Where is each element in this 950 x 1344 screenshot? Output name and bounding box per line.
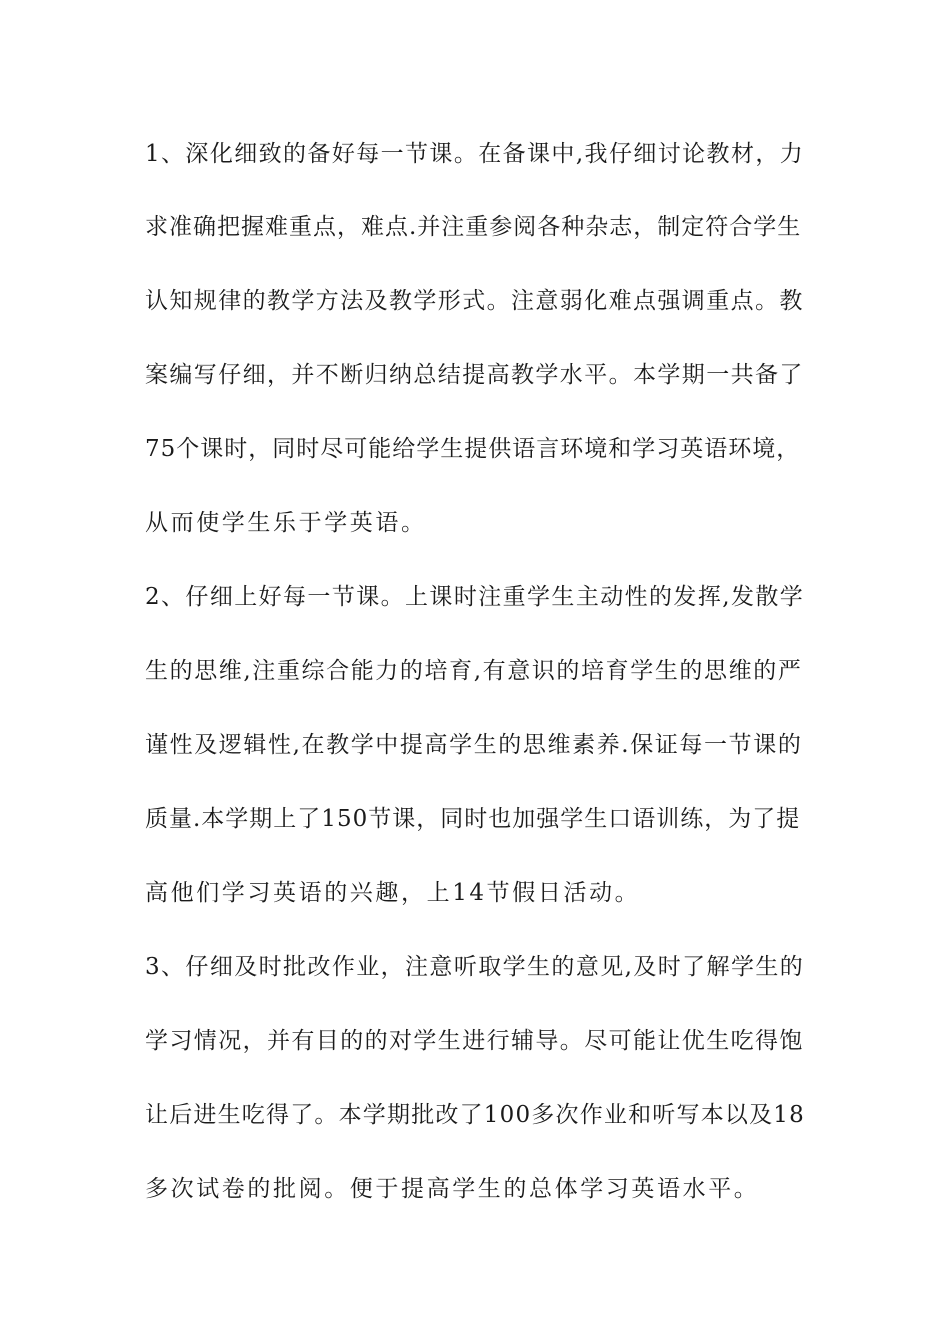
text-line-11: 高他们学习英语的兴趣，上14节假日活动。 bbox=[145, 880, 641, 906]
text-line-1: 1、深化细致的备好每一节课。在备课中,我仔细讨论教材，力 bbox=[145, 141, 805, 167]
text-line-5: 75个课时，同时尽可能给学生提供语言环境和学习英语环境， bbox=[145, 436, 801, 462]
text-line-4: 案编写仔细，并不断归纳总结提高教学水平。本学期一共备了 bbox=[145, 362, 804, 388]
text-line-6: 从而使学生乐于学英语。 bbox=[145, 510, 427, 536]
text-line-12: 3、仔细及时批改作业，注意听取学生的意见,及时了解学生的 bbox=[145, 954, 805, 980]
text-line-13: 学习情况，并有目的的对学生进行辅导。尽可能让优生吃得饱 bbox=[145, 1028, 804, 1054]
text-line-7: 2、仔细上好每一节课。上课时注重学生主动性的发挥,发散学 bbox=[145, 584, 805, 610]
text-line-8: 生的思维,注重综合能力的培育,有意识的培育学生的思维的严 bbox=[145, 658, 803, 684]
text-line-3: 认知规律的教学方法及教学形式。注意弱化难点强调重点。教 bbox=[145, 288, 804, 314]
text-line-9: 谨性及逻辑性,在教学中提高学生的思维素养.保证每一节课的 bbox=[145, 732, 803, 758]
text-line-15: 多次试卷的批阅。便于提高学生的总体学习英语水平。 bbox=[145, 1176, 760, 1202]
text-line-10: 质量.本学期上了150节课，同时也加强学生口语训练，为了提 bbox=[145, 806, 801, 832]
text-line-2: 求准确把握难重点，难点.并注重参阅各种杂志，制定符合学生 bbox=[145, 214, 802, 240]
text-line-14: 让后进生吃得了。本学期批改了100多次作业和听写本以及18 bbox=[145, 1102, 805, 1128]
